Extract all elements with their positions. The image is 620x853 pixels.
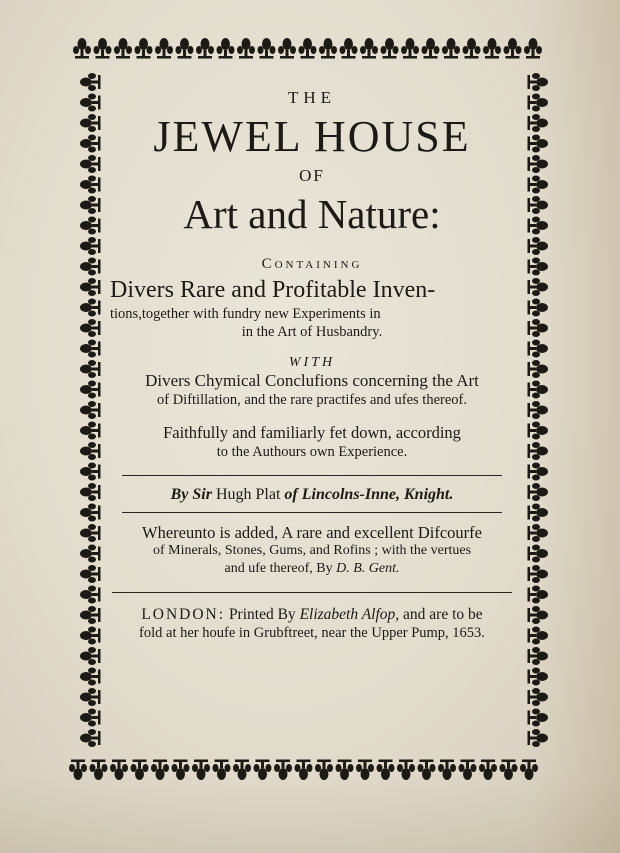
- chymical-line-2: of Diftillation, and the rare practifes and ufes thereof.: [156, 392, 467, 408]
- whereunto-line-3b: D. B. Gent.: [336, 561, 400, 576]
- border-ornament: [528, 217, 549, 235]
- border-ornament: [155, 38, 173, 59]
- border-ornament: [80, 709, 101, 727]
- border-ornament: [528, 627, 549, 645]
- border-ornament: [528, 422, 549, 440]
- border-ornament: [80, 196, 101, 214]
- border-ornament: [80, 463, 101, 481]
- border-ornament: [80, 217, 101, 235]
- border-ornament: [80, 565, 101, 583]
- title-of: OF: [299, 166, 325, 185]
- border-ornament: [192, 760, 210, 781]
- border-ornament: [80, 504, 101, 522]
- border-ornament: [80, 237, 101, 255]
- author-of: of Lincolns-Inne, Knight.: [284, 486, 454, 503]
- border-top: [73, 38, 542, 59]
- border-ornament: [381, 38, 399, 59]
- title-text-block: [108, 80, 516, 642]
- border-ornament: [315, 760, 333, 781]
- border-ornament: [528, 73, 549, 91]
- border-ornament: [528, 647, 549, 665]
- border-ornament: [500, 760, 518, 781]
- border-ornament: [528, 319, 549, 337]
- border-ornament: [80, 155, 101, 173]
- border-ornament: [528, 586, 549, 604]
- border-ornament: [528, 606, 549, 624]
- border-ornament: [528, 135, 549, 153]
- chymical-line-1: Divers Chymical Conclufions concerning the Art: [145, 371, 479, 390]
- border-ornament: [94, 38, 112, 59]
- border-ornament: [528, 463, 549, 481]
- border-ornament: [73, 38, 91, 59]
- border-ornament: [131, 760, 149, 781]
- rule-below-author: [122, 512, 502, 513]
- border-ornament: [135, 38, 153, 59]
- border-ornament: [528, 545, 549, 563]
- border-ornament: [442, 38, 460, 59]
- border-ornament: [80, 135, 101, 153]
- border-ornament: [528, 401, 549, 419]
- border-left: [80, 73, 101, 747]
- border-ornament: [254, 760, 272, 781]
- title-jewel-house: JEWEL HOUSE: [153, 112, 471, 161]
- border-ornament: [196, 38, 214, 59]
- subtitle-tions: tions,together with fundry new Experiments in: [110, 306, 381, 322]
- border-ornament: [528, 237, 549, 255]
- border-ornament: [528, 176, 549, 194]
- imprint-rest: and are to be: [403, 606, 483, 623]
- border-ornament: [80, 340, 101, 358]
- border-ornament: [528, 381, 549, 399]
- border-ornament: [295, 760, 313, 781]
- border-ornament: [463, 38, 481, 59]
- border-ornament: [176, 38, 194, 59]
- border-ornament: [479, 760, 497, 781]
- border-ornament: [80, 422, 101, 440]
- border-ornament: [504, 38, 522, 59]
- border-ornament: [438, 760, 456, 781]
- author-name: Hugh Plat: [215, 486, 281, 503]
- border-ornament: [80, 586, 101, 604]
- border-ornament: [80, 73, 101, 91]
- border-ornament: [299, 38, 317, 59]
- border-ornament: [528, 668, 549, 686]
- border-ornament: [80, 114, 101, 132]
- border-ornament: [356, 760, 374, 781]
- border-ornament: [274, 760, 292, 781]
- border-ornament: [528, 278, 549, 296]
- border-ornament: [524, 38, 542, 59]
- border-ornament: [237, 38, 255, 59]
- border-ornament: [80, 299, 101, 317]
- border-ornament: [319, 38, 337, 59]
- author-by: By Sir: [170, 486, 212, 503]
- border-ornament: [528, 258, 549, 276]
- title-the: THE: [287, 88, 337, 107]
- border-ornament: [80, 668, 101, 686]
- border-ornament: [528, 688, 549, 706]
- border-ornament: [459, 760, 477, 781]
- section-with: WITH: [288, 355, 336, 370]
- border-ornament: [360, 38, 378, 59]
- border-ornament: [528, 340, 549, 358]
- border-ornament: [258, 38, 276, 59]
- border-ornament: [151, 760, 169, 781]
- imprint-printed: Printed By: [228, 606, 296, 623]
- rule-above-imprint: [112, 592, 512, 593]
- border-ornament: [80, 606, 101, 624]
- whereunto-line-1: Whereunto is added, A rare and excellent Difcourfe: [142, 523, 482, 542]
- border-ornament: [80, 627, 101, 645]
- border-ornament: [401, 38, 419, 59]
- border-ornament: [114, 38, 132, 59]
- border-ornament: [80, 729, 101, 747]
- border-ornament: [278, 38, 296, 59]
- border-ornament: [80, 545, 101, 563]
- border-ornament: [80, 258, 101, 276]
- border-ornament: [418, 760, 436, 781]
- subtitle-divers: Divers Rare and Profitable Inven-: [110, 277, 436, 303]
- border-ornament: [528, 155, 549, 173]
- border-ornament: [80, 483, 101, 501]
- border-ornament: [172, 760, 190, 781]
- border-ornament: [528, 565, 549, 583]
- border-ornament: [528, 442, 549, 460]
- border-right: [528, 73, 549, 747]
- border-ornament: [80, 442, 101, 460]
- border-ornament: [80, 647, 101, 665]
- border-ornament: [80, 94, 101, 112]
- border-ornament: [377, 760, 395, 781]
- border-ornament: [528, 94, 549, 112]
- border-ornament: [528, 524, 549, 542]
- border-ornament: [233, 760, 251, 781]
- border-ornament: [69, 760, 87, 781]
- border-ornament: [528, 360, 549, 378]
- faithfully-line-1: Faithfully and familiarly fet down, according: [163, 423, 461, 442]
- whereunto-line-2: of Minerals, Stones, Gums, and Rofins ; with the vertues: [152, 543, 472, 558]
- imprint-line-2: fold at her houfe in Grubftreet, near the Upper Pump, 1653.: [139, 625, 485, 641]
- border-ornament: [110, 760, 128, 781]
- border-ornament: [528, 114, 549, 132]
- whereunto-line-3: [108, 560, 516, 578]
- imprint-line-1: [108, 605, 516, 624]
- border-ornament: [528, 729, 549, 747]
- border-ornament: [520, 760, 538, 781]
- border-ornament: [528, 504, 549, 522]
- border-ornament: [528, 709, 549, 727]
- border-ornament: [80, 381, 101, 399]
- border-ornament: [80, 319, 101, 337]
- faithfully-line-2: to the Authours own Experience.: [216, 444, 408, 460]
- border-ornament: [528, 299, 549, 317]
- border-bottom: [69, 760, 538, 781]
- border-ornament: [80, 401, 101, 419]
- subtitle-containing: Containing: [261, 256, 363, 272]
- border-ornament: [336, 760, 354, 781]
- rule-above-author: [122, 475, 502, 476]
- imprint-london: LONDON:: [141, 606, 226, 623]
- border-ornament: [483, 38, 501, 59]
- border-ornament: [397, 760, 415, 781]
- border-ornament: [217, 38, 235, 59]
- border-ornament: [80, 524, 101, 542]
- imprint-printer: Elizabeth Alfop,: [299, 606, 400, 623]
- border-ornament: [528, 196, 549, 214]
- author-line: [108, 486, 516, 504]
- subtitle-husbandry: in the Art of Husbandry.: [241, 324, 383, 340]
- border-ornament: [80, 688, 101, 706]
- border-ornament: [80, 176, 101, 194]
- whereunto-line-3a: and ufe thereof, By: [224, 561, 333, 576]
- title-art-and-nature: Art and Nature:: [183, 191, 441, 237]
- border-ornament: [528, 483, 549, 501]
- border-ornament: [422, 38, 440, 59]
- border-ornament: [213, 760, 231, 781]
- border-ornament: [340, 38, 358, 59]
- border-ornament: [80, 360, 101, 378]
- border-ornament: [80, 278, 101, 296]
- border-ornament: [90, 760, 108, 781]
